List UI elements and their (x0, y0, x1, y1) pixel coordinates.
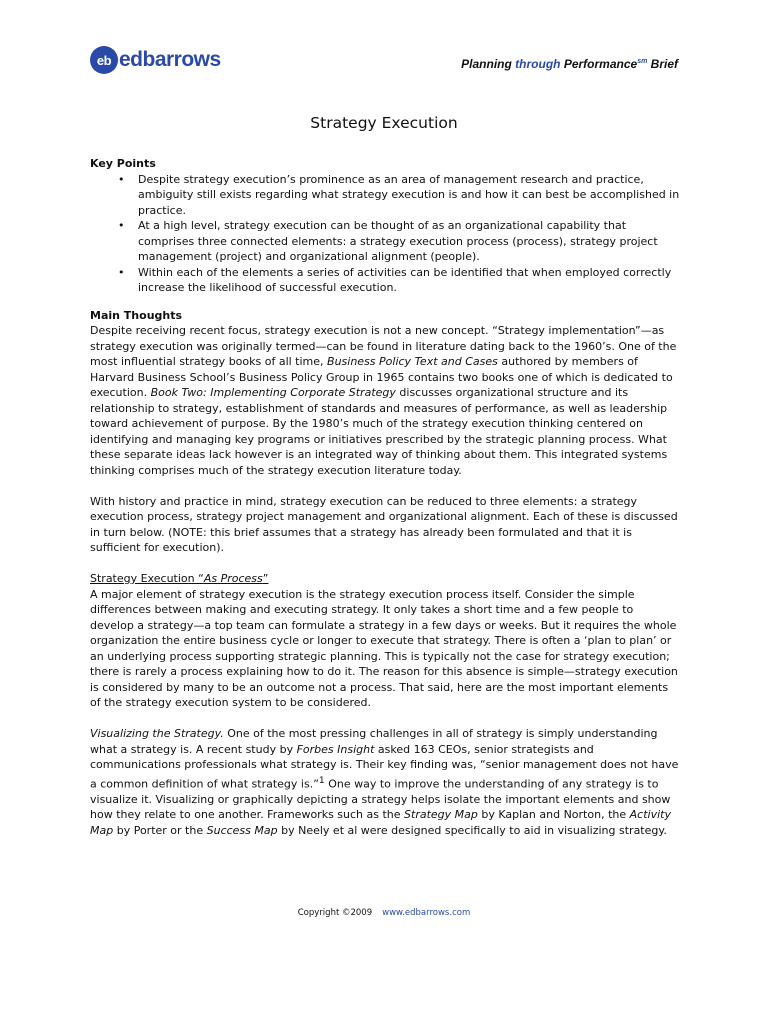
page-title: Strategy Execution (310, 114, 458, 132)
book-title: Business Policy Text and Cases (327, 355, 498, 368)
copyright-text: Copyright ©2009 (297, 908, 373, 918)
footer (0, 908, 768, 918)
framework-name: Strategy Map (404, 808, 478, 822)
logo (90, 44, 221, 76)
text-run: One of the most pressing challenges in all of strategy is simply understanding what a strategy is. A recent study by (90, 727, 658, 756)
brief-part3: Performance (560, 57, 638, 71)
paragraph-lead: Visualizing the Strategy. (90, 727, 224, 740)
brief-part2: through (515, 57, 561, 71)
heading-run: ” (262, 572, 269, 585)
text-run: discusses organizational structure and its relationship to strategy, establishment of standards and measures of performance, as well as leadership toward achievement of purpose. By the 1980’s much of the strategy execution thinking centered on identifying and managing key programs or initiatives prescribed by the strategic planning process. What these separate ideas lack however is an integrated way of thinking about them. This integrated systems thinking comprises much of the strategy execution literature today. (90, 386, 668, 477)
main-thoughts-paragraph-2: With history and practice in mind, strategy execution can be reduced to three elements: a strategy execution process, strategy project management and organizational alignment. Each of these is discussed in turn below. (NOTE: this brief assumes that a strategy has already been formulated and that it is sufficient for execution). (90, 494, 678, 554)
footnote-ref: 1 (318, 774, 325, 786)
document-body (90, 156, 680, 838)
list-item: • Within each of the elements a series of activities can be identified that when employed correctly increase the likelihood of successful execution. (118, 265, 680, 296)
key-points-list (90, 172, 680, 296)
text-run: by Porter or the (113, 823, 207, 837)
website-link[interactable]: www.edbarrows.com (382, 908, 471, 918)
main-thoughts-paragraph-1 (90, 323, 680, 478)
list-item: • Despite strategy execution’s prominence as an area of management research and practice, ambiguity still exists regarding what strategy execution is and how it can best be accomplished in practice. (118, 172, 680, 219)
heading-run: As Process (203, 572, 263, 585)
main-thoughts-heading: Main Thoughts (90, 308, 183, 322)
key-points-heading: Key Points (90, 157, 156, 170)
brief-title (461, 57, 678, 71)
list-item: • At a high level, strategy execution can be thought of as an organizational capability that comprises three connected elements: a strategy execution process (process), strategy project management (project) and organizational alignment (people). (118, 218, 680, 265)
text-run: Despite receiving recent focus, strategy execution is not a new concept. “Strategy implementation”—as strategy execution was originally termed—can be found in literature dating back to the 1960’s. One of the most influential strategy books of all time, (90, 324, 677, 368)
logo-text: edbarrows (119, 48, 221, 71)
text-run: authored by members of Harvard Business School’s Business Policy Group in 1965 contains two books one of which is dedicated to execution. (90, 355, 673, 399)
text-run: by Kaplan and Norton, the (477, 808, 630, 822)
brief-sup: sm (637, 58, 648, 65)
text-run: asked 163 CEOs, senior strategists and communications professionals what strategy is. Their key finding was, “senior management does not have a common definition of what strategy is.” (90, 742, 679, 791)
logo-mark: eb (90, 46, 118, 74)
framework-name: Success Map (206, 823, 278, 837)
brief-part4: Brief (647, 57, 678, 71)
process-section-heading (90, 571, 680, 587)
book-title: Book Two: Implementing Corporate Strategy (150, 386, 396, 399)
heading-run: Strategy Execution “ (90, 572, 204, 585)
brief-part1: Planning (461, 57, 516, 71)
text-run: One way to improve the understanding of any strategy is to visualize it. Visualizing or graphically depicting a strategy helps isolate the important elements and show how they relate to one another. Frameworks such as the (90, 777, 671, 822)
process-paragraph-1: A major element of strategy execution is the strategy execution process itself. Consider the simple differences between making and executing strategy. It only takes a short time and a few people to develop a strategy—a top team can formulate a strategy in a few days or weeks. But it requires the whole organization the entire business cycle or longer to execute that strategy. There is often a ‘plan to plan’ or an underlying process supporting strategic planning. This is typically not the case for strategy execution; there is rarely a process explaining how to do it. The reason for this absence is simple—strategy execution is considered by many to be an outcome not a process. That said, here are the most important elements of the strategy execution system to be considered. (90, 587, 678, 709)
process-paragraph-2 (90, 726, 680, 838)
text-run: by Neely et al were designed specifically to aid in visualizing strategy. (277, 823, 667, 837)
publication-name: Forbes Insight (296, 742, 375, 756)
framework-name: Activity Map (90, 808, 671, 837)
